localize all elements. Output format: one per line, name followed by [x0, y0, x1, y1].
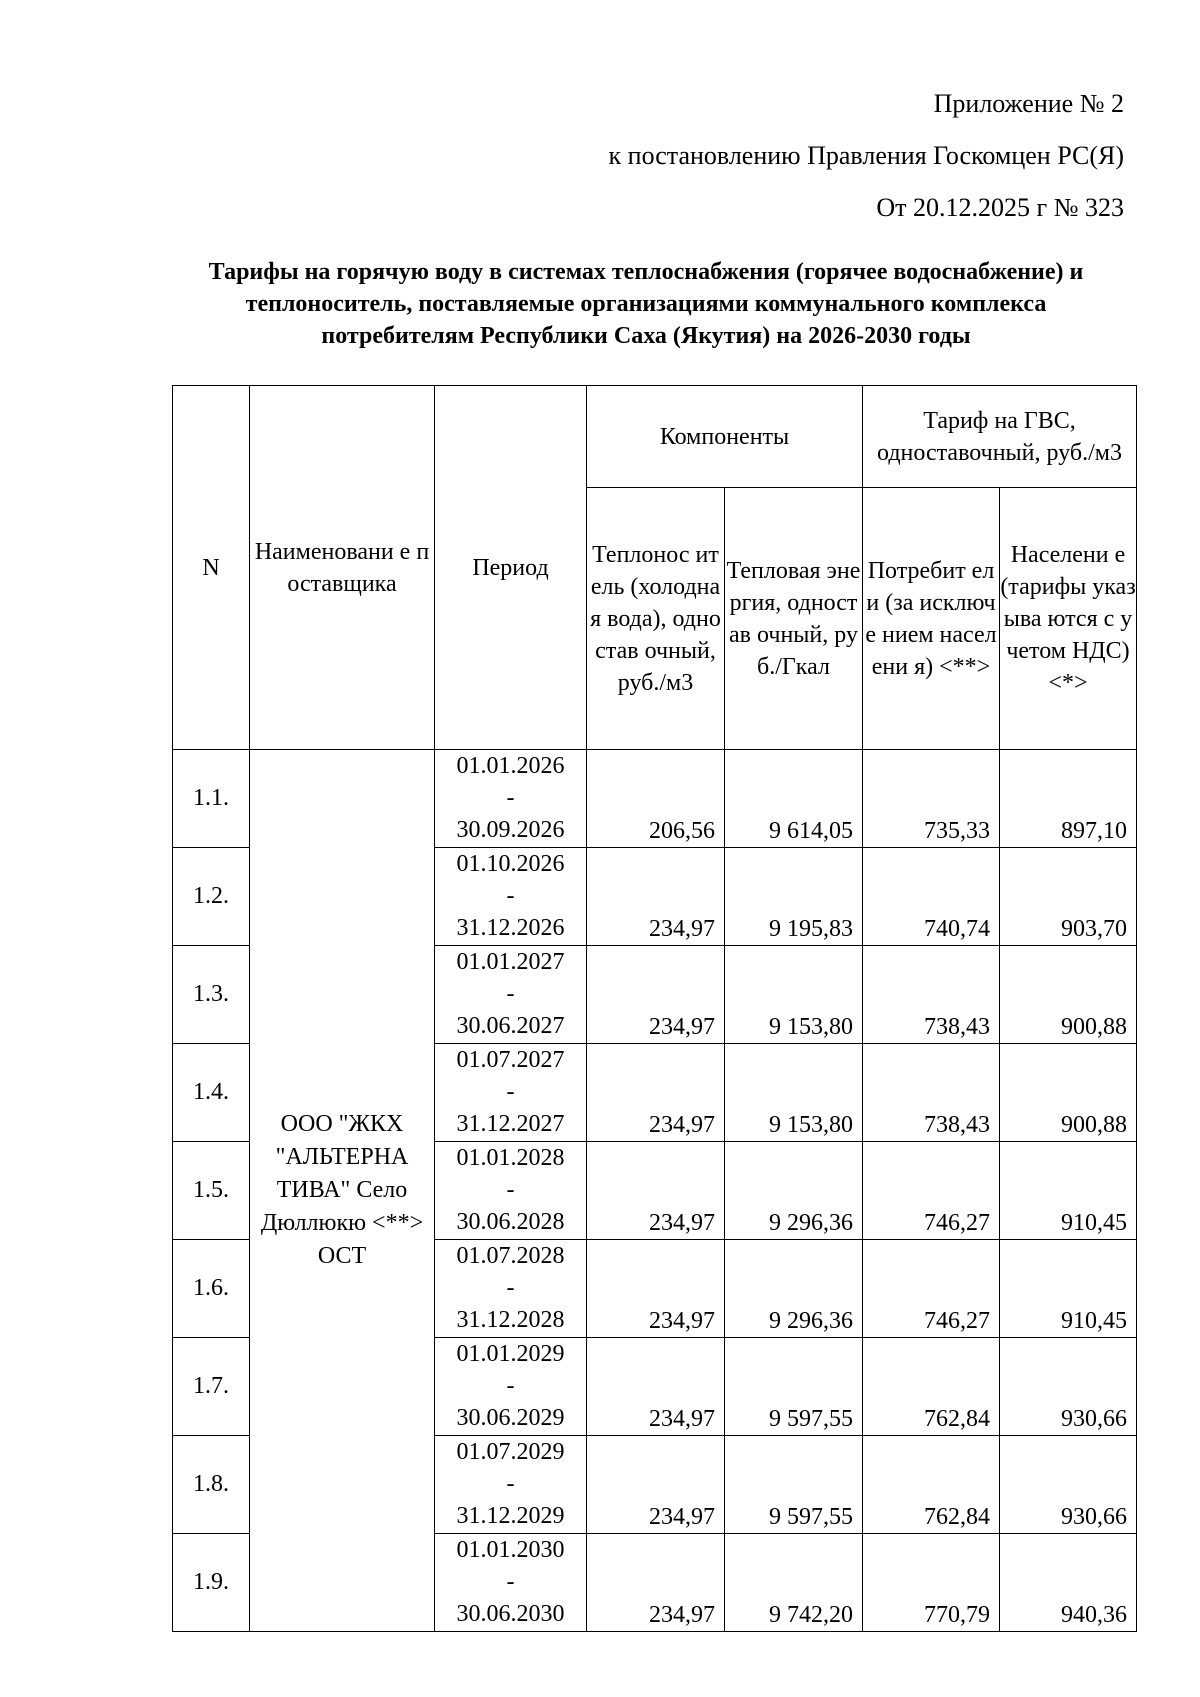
col-header-supplier: Наименовани е поставщика — [250, 386, 435, 750]
heat-energy-tariff: 9 296,36 — [725, 1240, 863, 1338]
row-number: 1.7. — [173, 1338, 250, 1436]
col-header-tariff: Тариф на ГВС, одноставочный, руб./м3 — [863, 386, 1137, 488]
period-cell — [435, 1142, 587, 1240]
period-dash: - — [506, 1079, 515, 1105]
coolant-tariff: 234,97 — [587, 1436, 725, 1534]
period-start: 01.07.2027 — [456, 1047, 565, 1073]
population-tariff: 900,88 — [1000, 946, 1137, 1044]
heat-energy-tariff: 9 153,80 — [725, 946, 863, 1044]
period-dash: - — [506, 1177, 515, 1203]
consumers-tariff: 770,79 — [863, 1534, 1000, 1632]
resolution-date-number: От 20.12.2025 г № 323 — [876, 193, 1124, 222]
coolant-tariff: 234,97 — [587, 1142, 725, 1240]
coolant-tariff: 234,97 — [587, 1044, 725, 1142]
heat-energy-tariff: 9 296,36 — [725, 1142, 863, 1240]
row-number: 1.5. — [173, 1142, 250, 1240]
col-header-n: N — [173, 386, 250, 750]
population-tariff: 910,45 — [1000, 1240, 1137, 1338]
period-cell — [435, 1240, 587, 1338]
period-end: 31.12.2027 — [456, 1111, 565, 1137]
tariff-table — [172, 385, 1137, 1632]
heat-energy-tariff: 9 597,55 — [725, 1338, 863, 1436]
col-header-population: Населени е (тарифы указыва ются с учетом НДС) <*> — [1000, 488, 1137, 750]
period-cell — [435, 750, 587, 848]
coolant-tariff: 234,97 — [587, 848, 725, 946]
period-cell — [435, 1044, 587, 1142]
period-end: 30.09.2026 — [456, 817, 565, 843]
period-start: 01.10.2026 — [456, 851, 565, 877]
period-cell — [435, 1338, 587, 1436]
period-start: 01.01.2027 — [456, 949, 565, 975]
period-end: 30.06.2028 — [456, 1209, 565, 1235]
period-start: 01.01.2026 — [456, 753, 565, 779]
row-number: 1.3. — [173, 946, 250, 1044]
period-start: 01.07.2028 — [456, 1243, 565, 1269]
row-number: 1.1. — [173, 750, 250, 848]
population-tariff: 930,66 — [1000, 1436, 1137, 1534]
resolution-reference: к постановлению Правления Госкомцен РС(Я) — [608, 141, 1124, 170]
period-start: 01.01.2028 — [456, 1145, 565, 1171]
coolant-tariff: 234,97 — [587, 1338, 725, 1436]
consumers-tariff: 746,27 — [863, 1240, 1000, 1338]
col-header-period: Период — [435, 386, 587, 750]
row-number: 1.4. — [173, 1044, 250, 1142]
heat-energy-tariff: 9 614,05 — [725, 750, 863, 848]
consumers-tariff: 738,43 — [863, 1044, 1000, 1142]
population-tariff: 940,36 — [1000, 1534, 1137, 1632]
period-dash: - — [506, 1373, 515, 1399]
appendix-label: Приложение № 2 — [933, 89, 1124, 118]
row-number: 1.9. — [173, 1534, 250, 1632]
consumers-tariff: 735,33 — [863, 750, 1000, 848]
coolant-tariff: 234,97 — [587, 1534, 725, 1632]
consumers-tariff: 740,74 — [863, 848, 1000, 946]
period-end: 31.12.2028 — [456, 1307, 565, 1333]
row-number: 1.8. — [173, 1436, 250, 1534]
consumers-tariff: 762,84 — [863, 1338, 1000, 1436]
col-header-heat: Тепловая энергия, одностав очный, руб./Гкал — [725, 488, 863, 750]
period-cell — [435, 1436, 587, 1534]
period-cell — [435, 946, 587, 1044]
coolant-tariff: 206,56 — [587, 750, 725, 848]
period-start: 01.01.2030 — [456, 1537, 565, 1563]
consumers-tariff: 738,43 — [863, 946, 1000, 1044]
heat-energy-tariff: 9 742,20 — [725, 1534, 863, 1632]
period-end: 30.06.2027 — [456, 1013, 565, 1039]
population-tariff: 910,45 — [1000, 1142, 1137, 1240]
coolant-tariff: 234,97 — [587, 1240, 725, 1338]
period-cell — [435, 1534, 587, 1632]
heat-energy-tariff: 9 597,55 — [725, 1436, 863, 1534]
row-number: 1.2. — [173, 848, 250, 946]
period-dash: - — [506, 1275, 515, 1301]
col-header-coolant: Теплонос итель (холодна я вода), одностав очный, руб./м3 — [587, 488, 725, 750]
period-end: 31.12.2026 — [456, 915, 565, 941]
period-end: 31.12.2029 — [456, 1503, 565, 1529]
population-tariff: 930,66 — [1000, 1338, 1137, 1436]
document-title: Тарифы на горячую воду в системах теплоснабжения (горячее водоснабжение) и теплоноситель, поставляемые организациями коммунального комплекса потребителям Республики Саха (Якутия) на 2026-2030 годы — [208, 259, 1084, 349]
coolant-tariff: 234,97 — [587, 946, 725, 1044]
period-dash: - — [506, 785, 515, 811]
heat-energy-tariff: 9 195,83 — [725, 848, 863, 946]
col-header-components: Компоненты — [587, 386, 863, 488]
period-start: 01.07.2029 — [456, 1439, 565, 1465]
consumers-tariff: 762,84 — [863, 1436, 1000, 1534]
row-number: 1.6. — [173, 1240, 250, 1338]
col-header-consumers: Потребит ели (за исключе нием населени я) <**> — [863, 488, 1000, 750]
period-dash: - — [506, 883, 515, 909]
table-row — [173, 750, 1137, 848]
period-start: 01.01.2029 — [456, 1341, 565, 1367]
period-end: 30.06.2030 — [456, 1601, 565, 1627]
period-dash: - — [506, 1569, 515, 1595]
population-tariff: 900,88 — [1000, 1044, 1137, 1142]
heat-energy-tariff: 9 153,80 — [725, 1044, 863, 1142]
period-end: 30.06.2029 — [456, 1405, 565, 1431]
supplier-name: ООО "ЖКХ "АЛЬТЕРНА ТИВА" Село Дюллюкю <**> ОСТ — [250, 750, 435, 1632]
population-tariff: 903,70 — [1000, 848, 1137, 946]
population-tariff: 897,10 — [1000, 750, 1137, 848]
period-dash: - — [506, 1471, 515, 1497]
consumers-tariff: 746,27 — [863, 1142, 1000, 1240]
period-dash: - — [506, 981, 515, 1007]
period-cell — [435, 848, 587, 946]
